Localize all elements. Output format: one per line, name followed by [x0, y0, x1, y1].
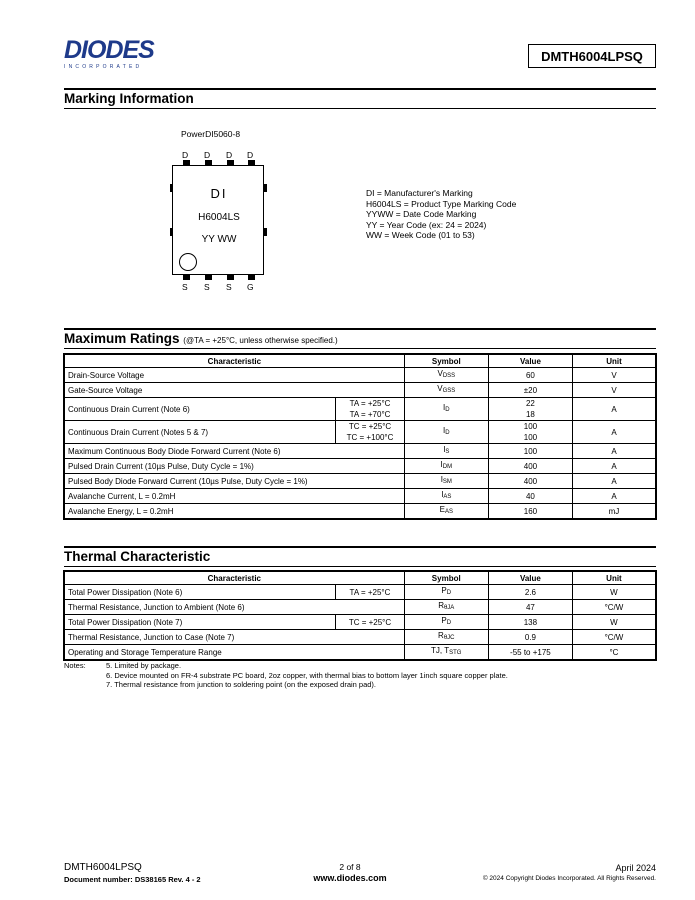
max-ratings-table	[64, 354, 656, 519]
pin-lead	[227, 160, 234, 165]
cell-symbol: $I_{DM}$	[404, 459, 488, 474]
cell-unit: A	[572, 421, 655, 444]
cell-symbol: $I_{SM}$	[404, 474, 488, 489]
cell-unit: W	[572, 585, 655, 600]
pin-lead	[227, 275, 234, 280]
cell-unit: °C/W	[572, 600, 655, 615]
cell-value: 100	[488, 444, 572, 459]
cell-value: 0.9	[488, 630, 572, 645]
pin-label: D	[226, 150, 233, 160]
cell-characteristic: Continuous Drain Current (Notes 5 & 7)	[65, 421, 336, 444]
section-rule	[64, 88, 656, 90]
table-header-row	[65, 355, 656, 368]
header-unit: Unit	[572, 355, 655, 368]
header-value: Value	[488, 355, 572, 368]
cell-symbol: $E_{AS}$	[404, 504, 488, 519]
cell-value: 100 100	[488, 421, 572, 444]
section-rule	[64, 108, 656, 109]
cell-value: 40	[488, 489, 572, 504]
legend-line: YY = Year Code (ex: 24 = 2024)	[366, 219, 487, 230]
cell-symbol: $I_D$	[404, 421, 488, 444]
cell-symbol: $I_D$	[404, 398, 488, 421]
table-row	[65, 489, 656, 504]
pin-label: D	[204, 150, 211, 160]
pin-lead	[205, 160, 212, 165]
package-outline	[172, 165, 264, 275]
notes-label: Notes:	[64, 661, 86, 670]
pin-label: S	[226, 282, 232, 292]
section-rule	[64, 546, 656, 548]
cell-characteristic: Thermal Resistance, Junction to Case (Note 7)	[65, 630, 405, 645]
pin-label: D	[247, 150, 254, 160]
max-ratings-title: Maximum Ratings	[64, 331, 180, 346]
thermal-title: Thermal Characteristic	[64, 549, 211, 564]
table-row	[65, 459, 656, 474]
cell-symbol: $I_{AS}$	[404, 489, 488, 504]
header-characteristic: Characteristic	[65, 355, 405, 368]
cell-characteristic: Continuous Drain Current (Note 6)	[65, 398, 336, 421]
cell-unit: A	[572, 474, 655, 489]
header-value: Value	[488, 572, 572, 585]
cell-characteristic: Total Power Dissipation (Note 7)	[65, 615, 336, 630]
diodes-logo	[64, 38, 184, 72]
table-row	[65, 398, 656, 421]
table-row	[65, 630, 656, 645]
cell-value: 138	[488, 615, 572, 630]
cell-symbol: $P_D$	[404, 615, 488, 630]
table-row	[65, 585, 656, 600]
section-rule	[64, 566, 656, 567]
legend-line: H6004LS = Product Type Marking Code	[366, 198, 517, 209]
cell-symbol: $V_{GSS}$	[404, 383, 488, 398]
cell-characteristic: Operating and Storage Temperature Range	[65, 645, 405, 660]
section-rule	[64, 328, 656, 330]
footer-copyright: © 2024 Copyright Diodes Incorporated. All Rights Reserved.	[482, 875, 656, 882]
cell-unit: °C/W	[572, 630, 655, 645]
cell-value: 47	[488, 600, 572, 615]
footer-part: DMTH6004LPSQ	[64, 862, 142, 873]
table-header-row	[65, 572, 656, 585]
cell-value: 2.6	[488, 585, 572, 600]
cell-symbol: $V_{DSS}$	[404, 368, 488, 383]
cell-characteristic: Avalanche Current, L = 0.2mH	[65, 489, 405, 504]
cell-condition: TC = +25°C	[336, 615, 404, 630]
legend-line: DI = Manufacturer's Marking	[366, 188, 473, 198]
note-item: 7. Thermal resistance from junction to soldering point (on the exposed drain pad).	[106, 680, 377, 689]
cell-characteristic: Maximum Continuous Body Diode Forward Current (Note 6)	[65, 444, 405, 459]
cell-unit: A	[572, 398, 655, 421]
note-item: 5. Limited by package.	[106, 661, 182, 670]
max-ratings-heading	[64, 331, 338, 346]
cell-symbol: TJ, $T_{STG}$	[404, 645, 488, 660]
pin-label: S	[204, 282, 210, 292]
cell-characteristic: Total Power Dissipation (Note 6)	[65, 585, 336, 600]
table-row	[65, 368, 656, 383]
package-name: PowerDI5060-8	[181, 129, 241, 139]
cell-unit: A	[572, 459, 655, 474]
note-item: 6. Device mounted on FR-4 substrate PC board, 2oz copper, with thermal bias to bottom layer 1inch square copper plate.	[106, 670, 508, 680]
header-unit: Unit	[572, 572, 655, 585]
footer-doc: Document number: DS38165 Rev. 4 - 2	[64, 875, 201, 884]
cell-symbol: $I_S$	[404, 444, 488, 459]
table-row	[65, 444, 656, 459]
cell-characteristic: Pulsed Body Diode Forward Current (10µs Pulse, Duty Cycle = 1%)	[65, 474, 405, 489]
manufacturer-mark: DI	[210, 186, 228, 201]
cell-value: -55 to +175	[488, 645, 572, 660]
cell-value: ±20	[488, 383, 572, 398]
thermal-table	[64, 571, 656, 660]
cell-unit: W	[572, 615, 655, 630]
table-row	[65, 504, 656, 519]
max-ratings-subtitle: (@TA = +25°C, unless otherwise specified.)	[183, 336, 338, 345]
marking-legend	[366, 188, 516, 241]
date-code: YY WW	[201, 234, 237, 245]
cell-characteristic: Thermal Resistance, Junction to Ambient (Note 6)	[65, 600, 405, 615]
table-row	[65, 474, 656, 489]
cell-unit: A	[572, 444, 655, 459]
cell-characteristic: Avalanche Energy, L = 0.2mH	[65, 504, 405, 519]
legend-line: WW = Week Code (01 to 53)	[366, 230, 475, 241]
cell-unit: V	[572, 368, 655, 383]
product-code: H6004LS	[198, 212, 240, 223]
section-rule	[64, 348, 656, 349]
pin-label: S	[182, 282, 188, 292]
table-row	[65, 615, 656, 630]
cell-unit: °C	[572, 645, 655, 660]
header-characteristic: Characteristic	[65, 572, 405, 585]
cell-symbol: $R_{\theta JA}$	[404, 600, 488, 615]
cell-condition: TA = +25°C TA = +70°C	[336, 398, 404, 421]
footer-date: April 2024	[615, 863, 656, 873]
cell-symbol: $P_D$	[404, 585, 488, 600]
pin-label: G	[247, 282, 254, 292]
footer-url[interactable]: www.diodes.com	[313, 873, 387, 883]
logo-text: DIODES	[64, 36, 154, 64]
legend-line: YYWW = Date Code Marking	[366, 209, 477, 220]
pin-lead	[205, 275, 212, 280]
marking-title: Marking Information	[64, 91, 194, 106]
cell-value: 60	[488, 368, 572, 383]
table-row	[65, 383, 656, 398]
pin-lead	[183, 275, 190, 280]
header-symbol: Symbol	[404, 572, 488, 585]
pin-lead	[183, 160, 190, 165]
table-row	[65, 421, 656, 444]
cell-value: 400	[488, 459, 572, 474]
cell-value: 160	[488, 504, 572, 519]
table-row	[65, 600, 656, 615]
logo-subtext: INCORPORATED	[64, 64, 143, 70]
table-row	[65, 645, 656, 660]
pin-label: D	[182, 150, 189, 160]
footer-page: 2 of 8	[339, 862, 361, 872]
cell-unit: V	[572, 383, 655, 398]
part-number-box: DMTH6004LPSQ	[528, 44, 656, 68]
cell-characteristic: Drain-Source Voltage	[65, 368, 405, 383]
cell-characteristic: Pulsed Drain Current (10µs Pulse, Duty Cycle = 1%)	[65, 459, 405, 474]
cell-condition: TC = +25°C TC = +100°C	[336, 421, 404, 444]
pin-lead	[248, 160, 255, 165]
cell-value: 22 18	[488, 398, 572, 421]
cell-value: 400	[488, 474, 572, 489]
cell-symbol: $R_{\theta JC}$	[404, 630, 488, 645]
cell-characteristic: Gate-Source Voltage	[65, 383, 405, 398]
header-symbol: Symbol	[404, 355, 488, 368]
pin1-indicator-icon	[179, 253, 197, 271]
cell-condition: TA = +25°C	[336, 585, 404, 600]
cell-unit: A	[572, 489, 655, 504]
pin-lead	[248, 275, 255, 280]
cell-unit: mJ	[572, 504, 655, 519]
